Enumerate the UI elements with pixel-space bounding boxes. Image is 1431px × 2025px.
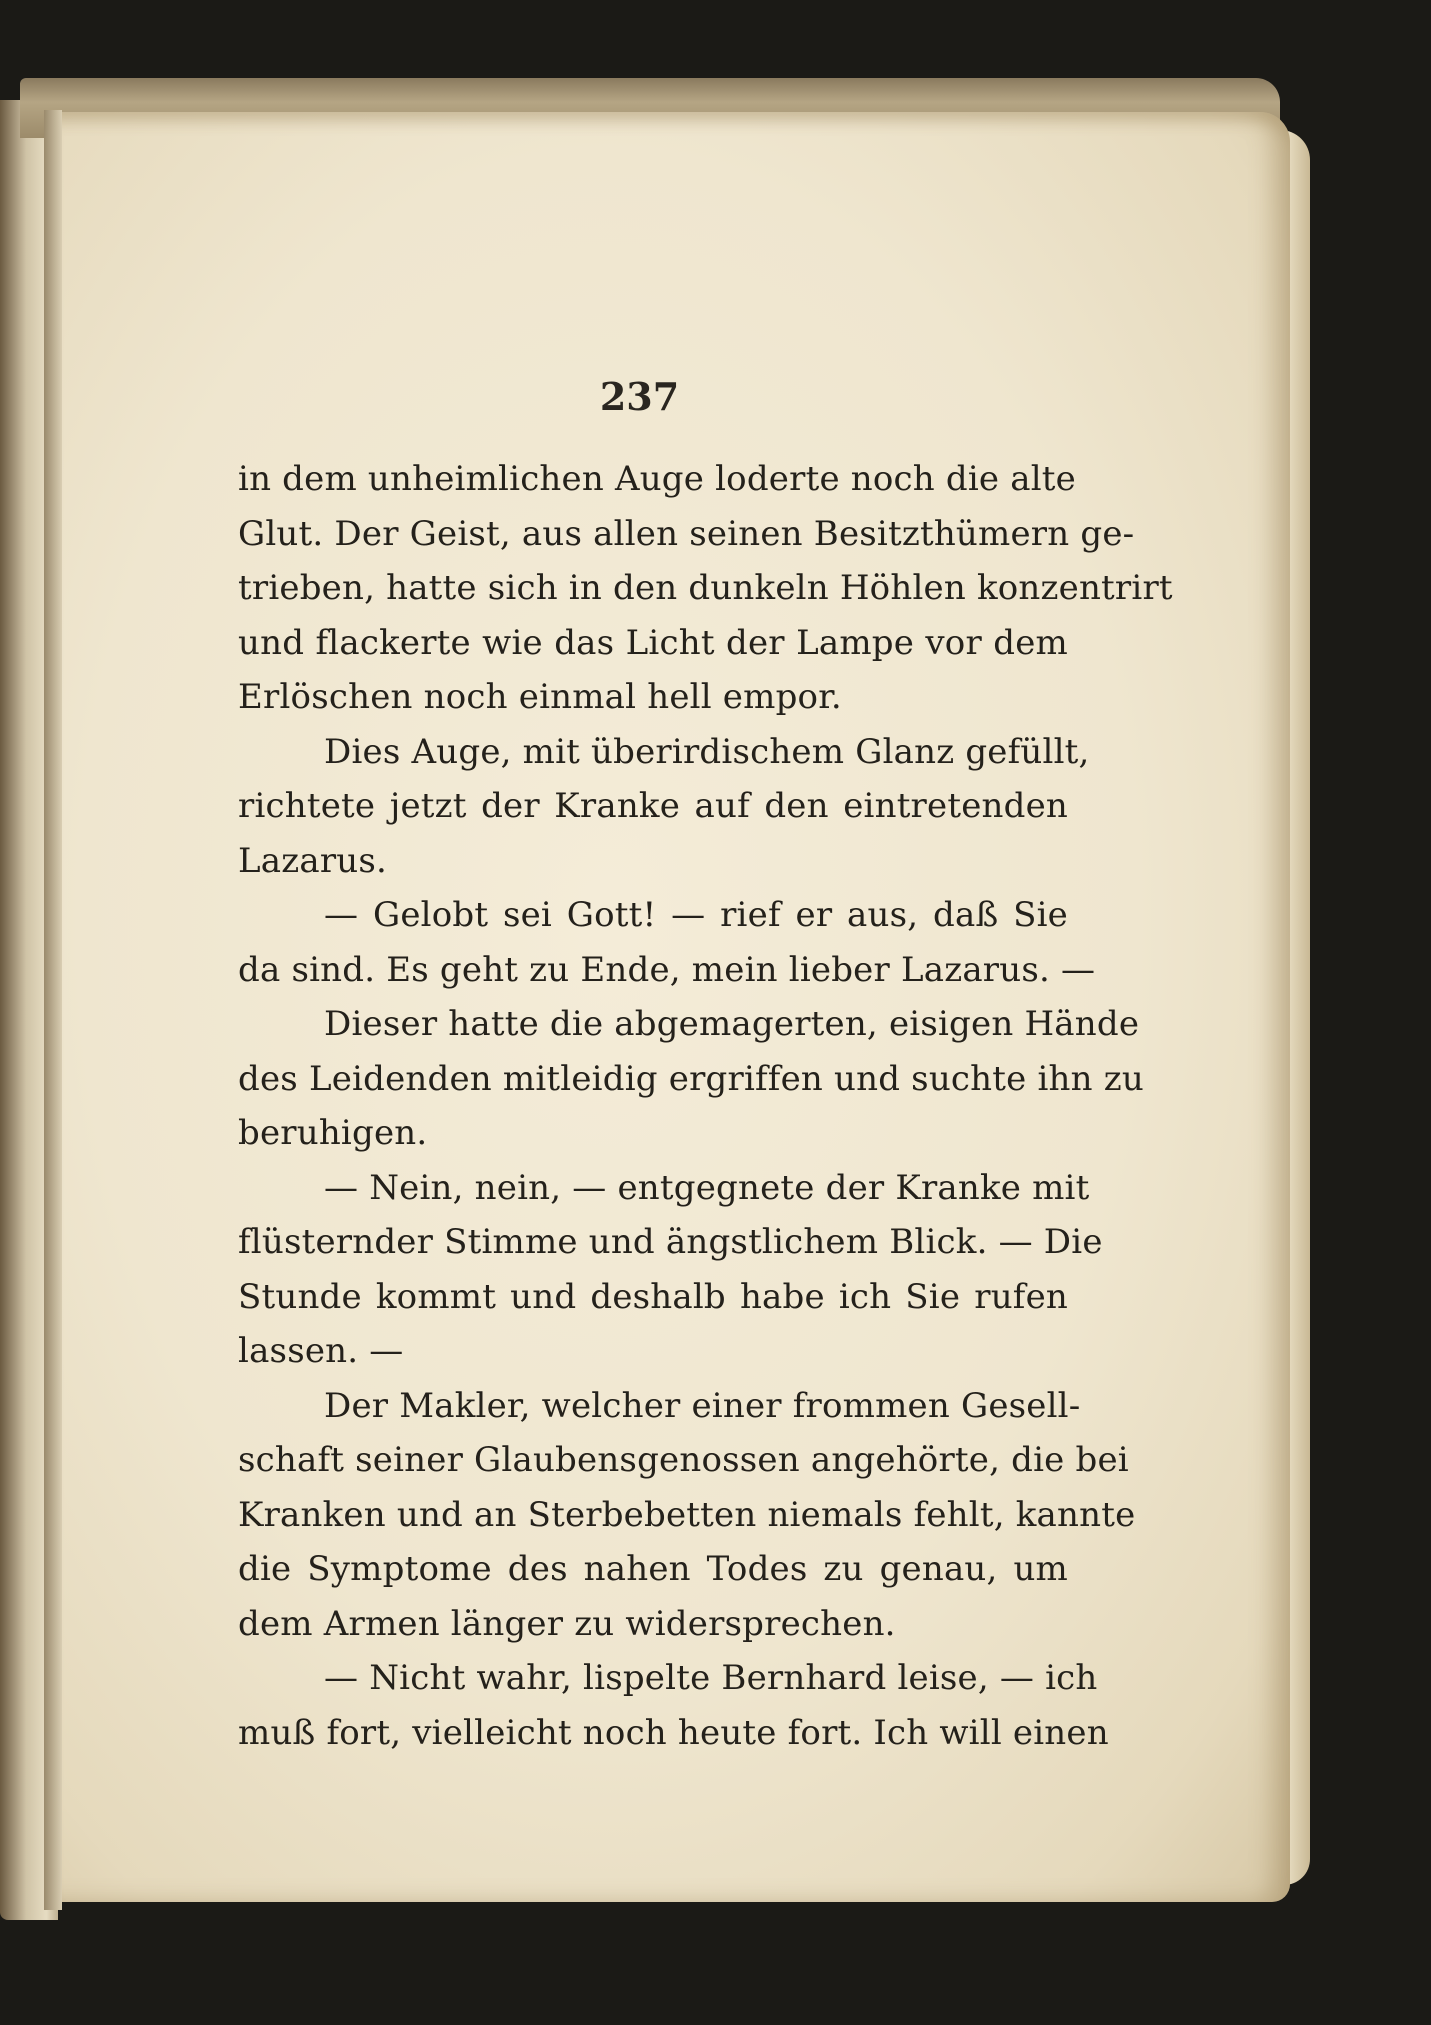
text-line: trieben, hatte sich in den dunkeln Höhlen konzentrirt	[238, 568, 1173, 608]
text-line: Lazarus.	[238, 840, 388, 881]
page-body-text	[238, 452, 1173, 1760]
text-line: flüsternder Stimme und ängstlichem Blick. — Die	[238, 1222, 1103, 1262]
text-line: die Symptome des nahen Todes zu genau, um	[238, 1549, 1068, 1589]
text-line: Der Makler, welcher einer frommen Gesell-	[324, 1385, 1081, 1426]
book-page	[52, 112, 1290, 1902]
text-line: Glut. Der Geist, aus allen seinen Besitzthümern ge-	[238, 513, 1135, 554]
text-line: beruhigen.	[238, 1113, 428, 1153]
text-line: Erlöschen noch einmal hell empor.	[238, 677, 842, 717]
text-line: da sind. Es geht zu Ende, mein lieber Lazarus. —	[238, 949, 1096, 990]
text-line: — Gelobt sei Gott! — rief er aus, daß Sie	[324, 895, 1068, 935]
text-line: Kranken und an Sterbebetten niemals fehlt, kannte	[238, 1494, 1136, 1535]
text-line: dem Armen länger zu widersprechen.	[238, 1603, 896, 1644]
text-line: Dies Auge, mit überirdischem Glanz gefüllt,	[324, 731, 1090, 772]
text-line: — Nicht wahr, lispelte Bernhard leise, — ich	[324, 1658, 1098, 1698]
text-line: und flackerte wie das Licht der Lampe vor dem	[238, 622, 1068, 663]
book-gutter	[44, 110, 62, 1910]
text-line: in dem unheimlichen Auge loderte noch die alte	[238, 459, 1076, 499]
text-line: — Nein, nein, — entgegnete der Kranke mit	[324, 1167, 1090, 1208]
text-line: lassen. —	[238, 1331, 404, 1371]
text-line: des Leidenden mitleidig ergriffen und suchte ihn zu	[238, 1058, 1144, 1099]
text-line: richtete jetzt der Kranke auf den eintretenden	[238, 786, 1068, 826]
page-number: 237	[599, 374, 680, 419]
text-line: Dieser hatte die abgemagerten, eisigen Hände	[324, 1004, 1140, 1044]
text-line: muß fort, vielleicht noch heute fort. Ich will einen	[238, 1712, 1109, 1753]
text-line: Stunde kommt und deshalb habe ich Sie rufen	[238, 1276, 1068, 1317]
text-line: schaft seiner Glaubensgenossen angehörte, die bei	[238, 1440, 1129, 1480]
